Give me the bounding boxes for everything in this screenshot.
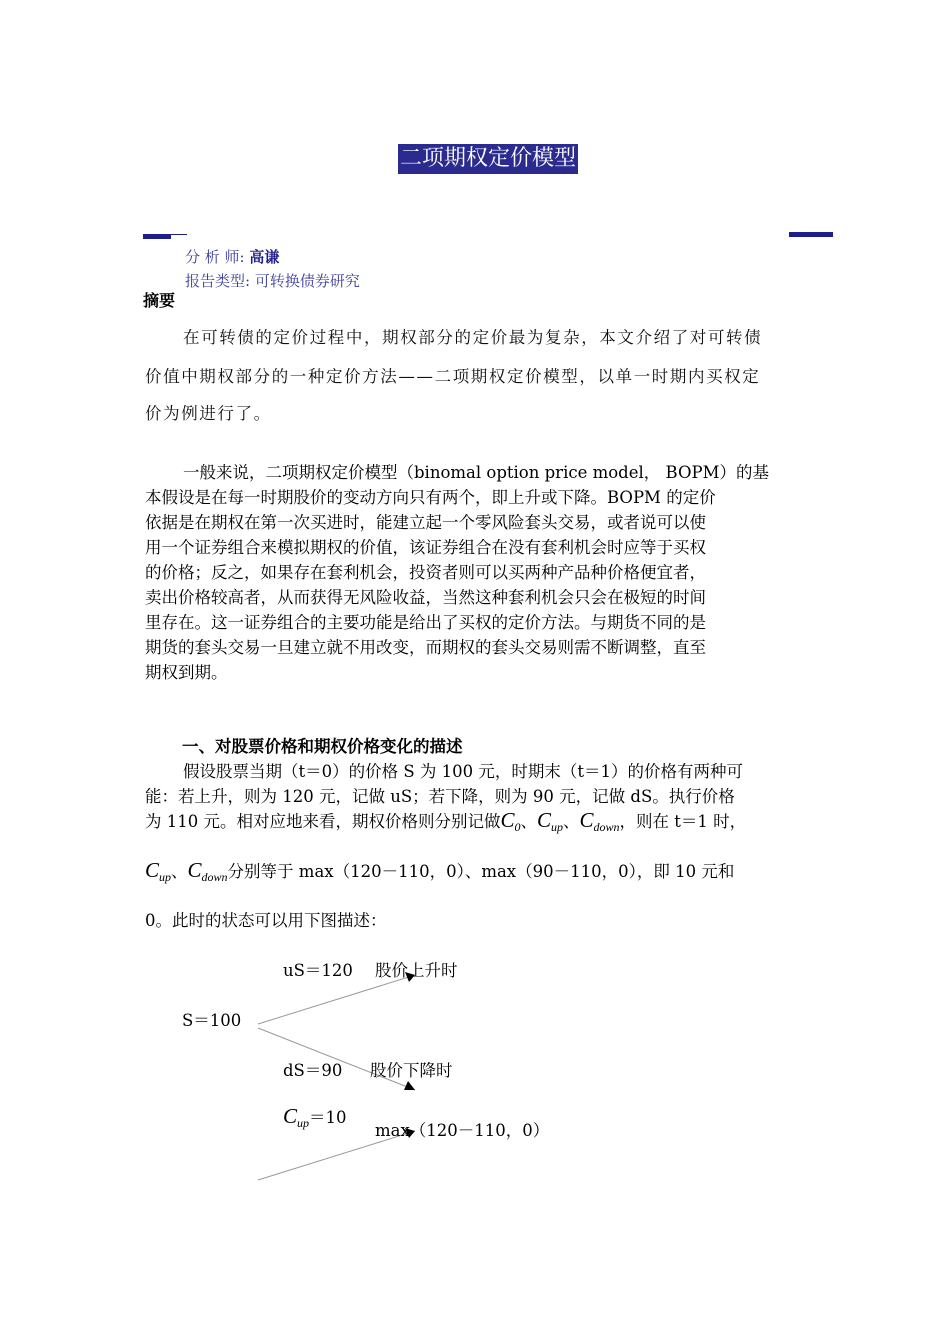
analyst-name: 高谦	[249, 248, 280, 266]
section-line-5: 0。此时的状态可以用下图描述：	[145, 911, 387, 930]
abstract-line-1: 在可转债的定价过程中，期权部分的定价最为复杂，本文介绍了对可转债	[183, 328, 763, 347]
up-branch-line	[258, 975, 415, 1024]
cup-symbol: $C_{up}$	[537, 808, 564, 834]
intro-line-7: 里存在。这一证券组合的主要功能是给出了买权的定价方法。与期货不同的是	[145, 613, 706, 632]
cup-value: ＝10	[309, 1108, 347, 1127]
analyst-label: 分 析 师:	[185, 248, 245, 266]
abstract-line-2: 价值中期权部分的一种定价方法——二项期权定价模型，以单一时期内买权定	[145, 367, 761, 386]
cdown-symbol: $C_{down}$	[579, 808, 620, 834]
abstract-line-3: 价为例进行了。	[145, 404, 272, 423]
section-line-4-text: 分别等于 max（120－110，0）、max（90－110，0），即 10 元和	[227, 862, 735, 881]
cup-symbol: $C_{up}$	[145, 858, 172, 884]
section-heading: 一、对股票价格和期权价格变化的描述	[182, 737, 463, 756]
section-line-3-text: 为 110 元。相对应地来看，期权价格则分别记做	[145, 812, 501, 831]
page-title: 二项期权定价模型	[398, 144, 578, 174]
down-branch-arrow	[404, 1081, 415, 1090]
section-line-3-tail: ，则在 t＝1 时，	[619, 812, 747, 831]
report-type-value: 可转换债券研究	[254, 272, 360, 290]
separator: 、	[563, 812, 580, 831]
s-label: S＝100	[182, 1011, 242, 1030]
c0-symbol: $C_0$	[500, 808, 521, 834]
section-line-1: 假设股票当期（t＝0）的价格 S 为 100 元，时期末（t＝1）的价格有两种可	[183, 762, 744, 781]
cup-formula: max（120－110，0）	[375, 1121, 550, 1140]
intro-line-9: 期权到期。	[145, 663, 228, 682]
cup-value-label	[283, 1104, 347, 1131]
ds-label: dS＝90	[283, 1061, 343, 1080]
separator: 、	[520, 812, 537, 831]
intro-line-5: 的价格；反之，如果存在套利机会，投资者则可以买两种产品种价格便宜者，	[145, 563, 706, 582]
section-line-2: 能：若上升，则为 120 元，记做 uS；若下降，则为 90 元，记做 dS。执行价格	[145, 787, 735, 806]
up-label: 股价上升时	[375, 961, 458, 980]
intro-line-2: 本假设是在每一时期股价的变动方向只有两个，即上升或下降。BOPM 的定价	[145, 488, 716, 507]
report-type-label: 报告类型:	[185, 272, 251, 290]
separator: 、	[171, 862, 188, 881]
intro-line-3: 依据是在期权在第一次买进时，能建立起一个零风险套头交易，或者说可以使	[145, 513, 706, 532]
intro-line-6: 卖出价格较高者，从而获得无风险收益，当然这种套利机会只会在极短的时间	[145, 588, 706, 607]
us-label: uS＝120	[283, 961, 353, 980]
abstract-label: 摘要	[143, 291, 176, 310]
down-label: 股价下降时	[370, 1061, 453, 1080]
intro-line-1: 一般来说，二项期权定价模型（binomal option price model， BOPM）的基	[183, 463, 769, 482]
intro-line-4: 用一个证券组合来模拟期权的价值，该证券组合在没有套利机会时应等于买权	[145, 538, 706, 557]
cup-symbol: $C_{up}$	[283, 1104, 310, 1130]
intro-line-8: 期货的套头交易一旦建立就不用改变，而期权的套头交易则需不断调整，直至	[145, 638, 706, 657]
cdown-symbol: $C_{down}$	[187, 858, 228, 884]
